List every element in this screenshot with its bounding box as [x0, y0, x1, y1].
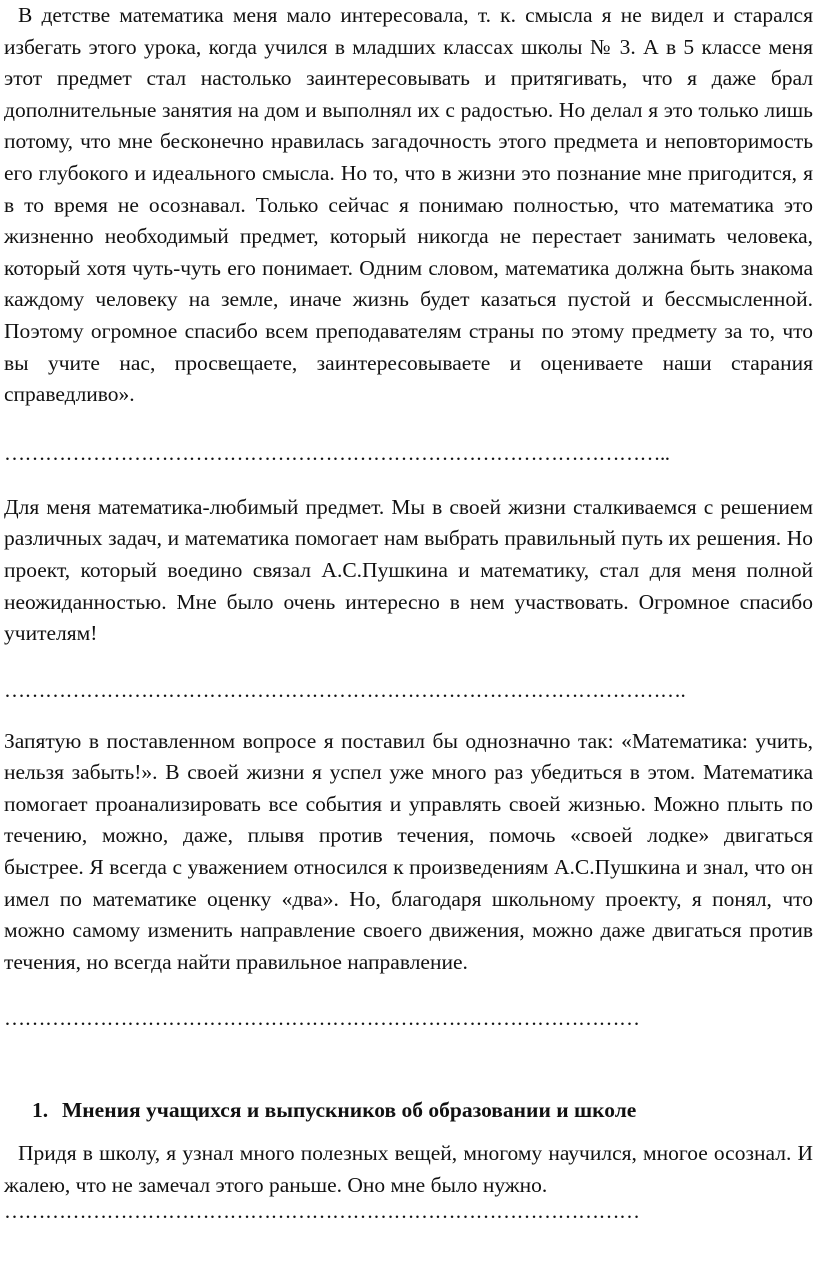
paragraph-math-childhood: В детстве математика меня мало интересовала, т. к. смысла я не видел и старался избегать этого урока, когда учился в младших классах школы № 3. А в 5 классе меня этот предмет стал настолько заинтересовывать и притягивать, что я даже брал дополнительные занятия на дом и выполнял их с радостью. Но делал я это только лишь потому, что мне бесконечно нравилась загадочность этого предмета и неповторимость его глубокого и идеального смысла. Но то, что в жизни это познание мне пригодится, я в то время не осознавал. Только сейчас я понимаю полностью, что математика это жизненно необходимый предмет, который никогда не перестает занимать человека, который хотя чуть-чуть его понимает. Одним словом, математика должна быть знакома каждому человеку на земле, иначе жизнь будет казаться пустой и бессмысленной. Поэтому огромное спасибо всем преподавателям страны по этому предмету за то, что вы учите нас, просвещаете, заинтересовываете и оцениваете наши старания справедливо».	[4, 3, 813, 407]
dotted-separator: ……………………………………………………………………………………….	[4, 677, 686, 702]
paragraph-favorite-subject: Для меня математика-любимый предмет. Мы в своей жизни сталкиваемся с решением различных задач, и математика помогает нам выбрать правильный путь их решения. Но проект, который воедино связал А.С.Пушкина и математику, стал для меня полной неожиданностью. Мне было очень интересно в нем участвовать. Огромное спасибо учителям!	[4, 494, 813, 646]
section-heading	[32, 1095, 813, 1126]
dotted-separator: …………………………………………………………………………………	[4, 1198, 640, 1223]
section-heading-number: 1.	[32, 1098, 49, 1123]
paragraph-comma-question: Запятую в поставленном вопросе я поставил бы однозначно так: «Математика: учить, нельзя забыть!». В своей жизни я успел уже много раз убедиться в этом. Математика помогает проанализировать все события и управлять своей жизнью. Можно плыть по течению, можно, даже, плывя против течения, помочь «своей лодке» двигаться быстрее. Я всегда с уважением относился к произведениям А.С.Пушкина и знал, что он имел по математике оценку «два». Но, благодаря школьному проекту, я понял, что можно самому изменить направление своего движения, можно даже двигаться против течения, но всегда найти правильное направление.	[4, 728, 813, 974]
section-heading-text: Мнения учащихся и выпускников об образовании и школе	[62, 1098, 637, 1123]
paragraph-school-opinion: Придя в школу, я узнал много полезных вещей, многому научился, многое осознал. И жалею, что не замечал этого раньше. Оно мне было нужно.	[4, 1141, 813, 1198]
dotted-separator: ……………………………………………………………………………………..	[4, 440, 670, 465]
dotted-separator: …………………………………………………………………………………	[4, 1006, 640, 1031]
